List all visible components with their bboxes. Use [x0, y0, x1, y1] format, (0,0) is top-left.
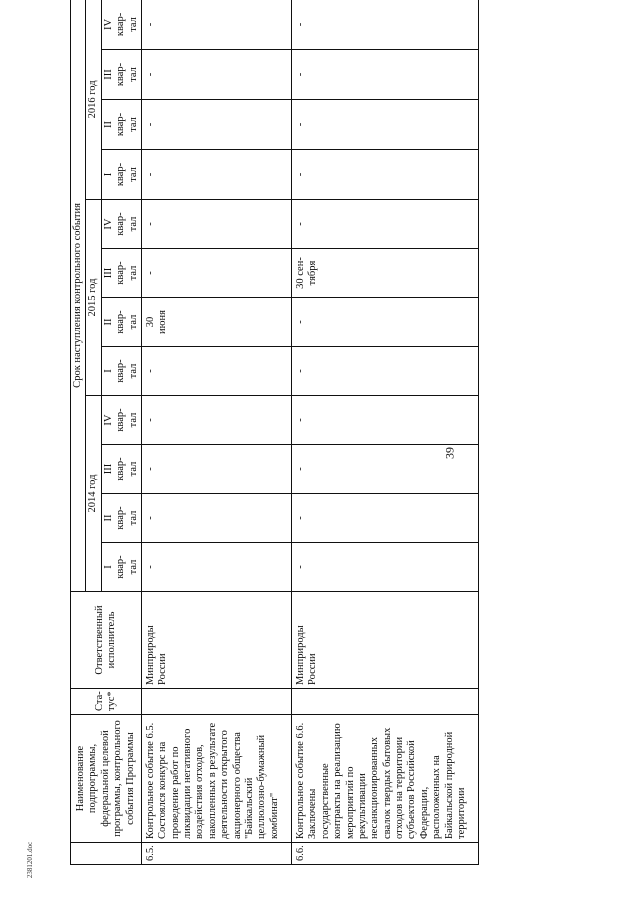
control-events-table — [70, 0, 479, 865]
header-year-2015: 2015 год — [86, 200, 101, 396]
row-quarter-value: - — [292, 150, 479, 200]
row-quarter-value: - — [141, 200, 291, 249]
table-row — [292, 0, 479, 865]
row-responsible: Минприроды России — [141, 592, 291, 689]
header-quarter: III квар- тал — [101, 249, 141, 298]
header-status: Ста- тус* — [71, 689, 142, 715]
row-quarter-value: - — [141, 494, 291, 543]
row-quarter-value: - — [292, 0, 479, 50]
header-quarter: I квар- тал — [101, 543, 141, 592]
row-quarter-value: - — [292, 50, 479, 100]
header-quarter: IV квар- тал — [101, 0, 141, 50]
document-footer-code: 2381201.doc — [26, 841, 34, 879]
row-responsible: Минприроды России — [292, 592, 479, 689]
row-quarter-value: - — [141, 249, 291, 298]
row-number: 6.6. — [292, 843, 479, 865]
header-quarter: II квар- тал — [101, 100, 141, 150]
header-quarter: II квар- тал — [101, 494, 141, 543]
header-quarter: I квар- тал — [101, 150, 141, 200]
row-quarter-value: - — [141, 150, 291, 200]
page-number: 39 — [442, 447, 457, 459]
row-status — [141, 689, 291, 715]
table-row — [141, 0, 291, 865]
row-quarter-value: 30 сен- тября — [292, 249, 479, 298]
row-status — [292, 689, 479, 715]
row-quarter-value: - — [292, 543, 479, 592]
row-quarter-value: - — [141, 396, 291, 445]
header-name: Наименование подпрограммы, федеральной целевой программы, контрольного события Программы — [71, 715, 142, 843]
row-number: 6.5. — [141, 843, 291, 865]
row-quarter-value: - — [141, 445, 291, 494]
row-quarter-value: - — [292, 200, 479, 249]
row-quarter-value: - — [141, 347, 291, 396]
row-quarter-value: - — [292, 494, 479, 543]
header-deadline: Срок наступления контрольного события — [71, 0, 86, 592]
row-quarter-value: - — [141, 0, 291, 50]
header-number — [71, 843, 142, 865]
row-quarter-value: - — [141, 543, 291, 592]
row-quarter-value: - — [141, 50, 291, 100]
row-quarter-value: - — [292, 445, 479, 494]
header-responsible: Ответственный исполнитель — [71, 592, 142, 689]
header-year-2016: 2016 год — [86, 0, 101, 200]
row-name: Контрольное событие 6.6. Заключены государственные контракты на реализацию мероприятий по рекультивации несанкционированных свалок твердых бытовых отходов на территории субъектов Российской Федерации, расположенных на Байкальской природной территории — [292, 715, 479, 843]
row-quarter-value: - — [292, 100, 479, 150]
row-quarter-value: 30 июня — [141, 298, 291, 347]
header-quarter: II квар- тал — [101, 298, 141, 347]
table-sheet — [70, 0, 570, 865]
header-quarter: IV квар- тал — [101, 396, 141, 445]
header-quarter: I квар- тал — [101, 347, 141, 396]
row-quarter-value: - — [292, 298, 479, 347]
header-quarter: IV квар- тал — [101, 200, 141, 249]
row-quarter-value: - — [292, 347, 479, 396]
row-name: Контрольное событие 6.5. Состоялся конкурс на проведение работ по ликвидации негативного воздействия отходов, накопленных в результате деятельности открытого акционерного общества "Байкальский целлюлозно-бумажный комбинат" — [141, 715, 291, 843]
row-quarter-value: - — [141, 100, 291, 150]
header-year-2014: 2014 год — [86, 396, 101, 592]
row-quarter-value: - — [292, 396, 479, 445]
header-quarter: III квар- тал — [101, 50, 141, 100]
header-quarter: III квар- тал — [101, 445, 141, 494]
